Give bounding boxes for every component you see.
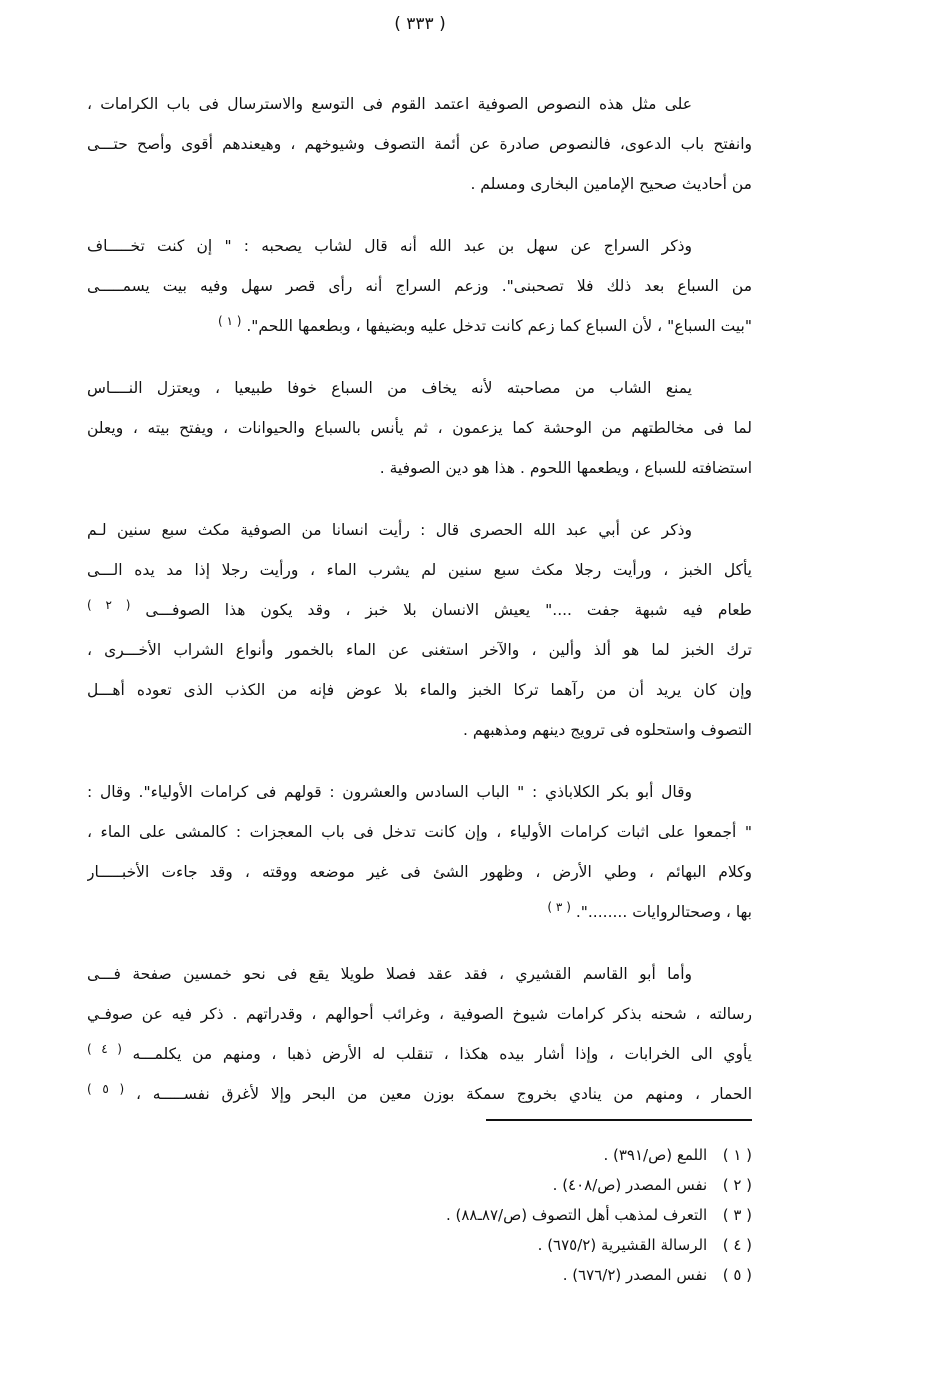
footnote-text: نفس المصدر (٦٧٦/٢) . [562,1266,708,1284]
text-line-content: يأوي الى الخرابات ، وإذا أشار بيده هكذا ، تنقلب له الأرض ذهبا ، ومنهم من يكلمـــه [132,1045,752,1063]
text-line: وكلام البهائم ، وطي الأرض ، وظهور الشئ فى غير موضعه ووقته ، وقد جاءت الأخبـــــار [87,863,752,881]
footnote-item [252,1200,752,1230]
footnote-ref: ( ٤ ) [87,1041,122,1056]
footnote-ref: ( ٢ ) [87,597,131,612]
footnotes [252,1140,752,1290]
paragraph [87,226,752,346]
footnote-text: نفس المصدر (ص/٤٠٨) . [552,1176,708,1194]
paragraph [87,510,752,750]
footnote-text: التعرف لمذهب أهل التصوف (ص/٨٧ـ٨٨) . [445,1206,708,1224]
text-line-content: طعام فيه شبهة جفت ...." يعيش الانسان بلا خبز ، وقد يكون هذا الصوفـــى [145,601,752,619]
footnote-number: ( ١ ) [722,1146,752,1164]
body-text [87,84,752,1114]
text-line [87,1034,752,1074]
text-line: وذكر السراج عن سهل بن عبد الله أنه قال لشاب يصحبه : " إن كنت تخـــــاف [87,237,692,255]
footnote-number: ( ٣ ) [722,1206,752,1224]
text-line [87,1074,752,1114]
text-line: على مثل هذه النصوص الصوفية اعتمد القوم فى التوسع والاسترسال فى باب الكرامات ، [87,95,692,113]
text-line-content: بها ، وصحتالروايات ........". [575,903,752,921]
text-line: وقال أبو بكر الكلاباذي : " الباب السادس والعشرون : قولهم فى كرامات الأولياء". وقال : [87,783,692,801]
text-line [87,306,752,346]
text-line: استضافته للسباع ، ويطعمها اللحوم . هذا هو دين الصوفية . [379,459,752,477]
footnote-divider [486,1119,752,1121]
footnote-ref: ( ٥ ) [87,1081,125,1096]
paragraph [87,84,752,204]
text-line: رسالته ، شحنه بذكر كرامات شيوخ الصوفية ، وغرائب أحوالهم ، وقدراتهم . ذكر فيه عن صوفـي [87,1005,752,1023]
footnote-number: ( ٥ ) [722,1266,752,1284]
text-line: ترك الخبز لما هو ألذ وألين ، والآخر استغنى عن الماء بالخمور وأنواع الشراب الأخـــرى ، [87,641,752,659]
footnote-item [252,1230,752,1260]
footnote-number: ( ٢ ) [722,1176,752,1194]
footnote-text: اللمع (ص/٣٩١) . [603,1146,708,1164]
text-line: وأما أبو القاسم القشيري ، فقد عقد فصلا طويلا يقع فى نحو خمسين صفحة فـــى [87,965,692,983]
text-line: وانفتح باب الدعوى، فالنصوص صادرة عن أئمة التصوف وشيوخهم ، وهيعندهم أقوى وأصح حتـــى [87,135,752,153]
text-line: من السباع بعد ذلك فلا تصحبنى". وزعم السراج أنه رأى قصر سهل وفيه بيت يسمـــــى [87,277,752,295]
page-number: ( ٣٣٣ ) [394,14,446,34]
footnote-item [252,1170,752,1200]
text-line-content: الحمار ، ومنهم من ينادي بخروج سمكة بوزن معين من البحر وإلا لأغرق نفســـــه ، [135,1085,752,1103]
footnote-item [252,1140,752,1170]
text-line [87,590,752,630]
text-line: يمنع الشاب من مصاحبته لأنه يخاف من السباع خوفا طبيعيا ، ويعتزل النــــاس [87,379,692,397]
footnote-ref: ( ٣ ) [547,899,571,914]
text-line [87,892,752,932]
text-line: من أحاديث صحيح الإمامين البخارى ومسلم . [470,175,752,193]
footnote-text: الرسالة القشيرية (٦٧٥/٢) . [537,1236,708,1254]
text-line: لما فى مخالطتهم من الوحشة كما يزعمون ، ثم يأنس بالسباع والحيوانات ، ويفتح بيته ، ويعلن [87,419,752,437]
paragraph [87,954,752,1114]
text-line: يأكل الخبز ، ورأيت رجلا مكث سبع سنين لم يشرب الماء ، ورأيت رجلا إذا مد يده الـــى [87,561,752,579]
footnote-item [252,1260,752,1290]
footnote-ref: ( ١ ) [217,313,242,328]
text-line: التصوف واستحلوه فى ترويج دينهم ومذهبهم . [462,721,752,739]
paragraph [87,368,752,488]
footnote-number: ( ٤ ) [722,1236,752,1254]
text-line: " أجمعوا على اثبات كرامات الأولياء ، وإن كانت تدخل فى باب المعجزات : كالمشى على الماء ، [87,823,752,841]
paragraph [87,772,752,932]
text-line: وإن كان يريد أن من رآهما تركا الخبز والماء بلا عوض فإنه من الكذب الذى تعوده أهـــل [87,681,752,699]
text-line-content: "بيت السباع" ، لأن السباع كما زعم كانت تدخل عليه وبضيفها ، وبطعمها اللحم". [246,317,752,335]
text-line: وذكر عن أبي عبد الله الحصرى قال : رأيت انسانا من الصوفية مكث سبع سنين لـم [87,521,692,539]
